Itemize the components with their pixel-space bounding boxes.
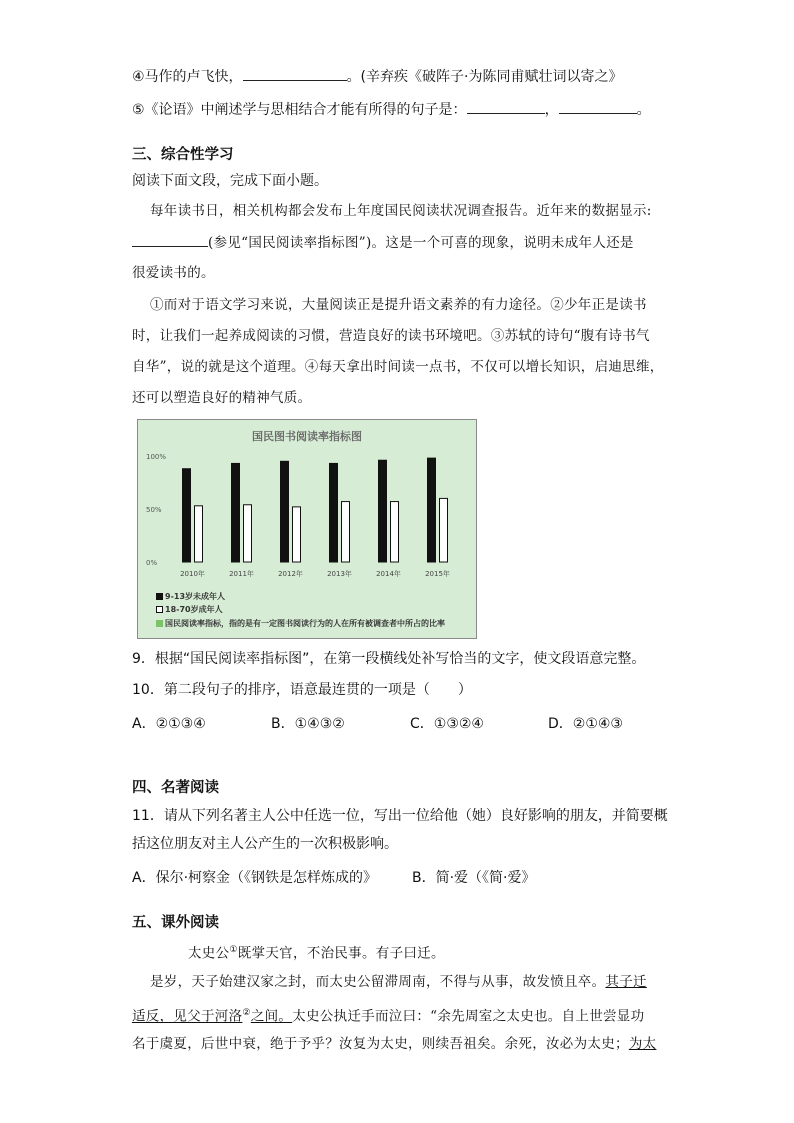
paragraph-1-line-3: 很爱读书的。: [132, 265, 215, 281]
legend-label: 9-13岁未成年人: [165, 592, 226, 601]
y-tick-label: 0%: [146, 559, 158, 567]
classical-text: 既掌天官，不治民事。有子曰迁。: [237, 945, 445, 962]
poem-item-5-prefix: ⑤《论语》中阐述学与思相结合才能有所得的句子是：: [132, 102, 467, 118]
legend-item-series-1: [156, 591, 225, 602]
x-tick-label: 2011年: [229, 570, 254, 578]
footnote-marker: ②: [242, 1008, 251, 1018]
answer-blank[interactable]: [467, 99, 545, 114]
poem-item-5-mid: ，: [544, 102, 559, 118]
legend-swatch-green: [156, 620, 163, 627]
answer-blank[interactable]: [559, 99, 637, 114]
poem-item-5-suffix: 。: [636, 102, 651, 118]
footnote-marker: ①: [229, 945, 238, 955]
q11-option-a[interactable]: A．保尔·柯察金（《钢铁是怎样炼成的》: [132, 870, 378, 886]
question-11-line-2: 括这位朋友对主人公产生的一次积极影响。: [132, 836, 398, 852]
q10-option-c[interactable]: C．①③②④: [410, 716, 484, 732]
x-tick-label: 2015年: [425, 570, 450, 578]
legend-note: [156, 618, 445, 629]
y-tick-label: 100%: [146, 453, 167, 461]
legend-swatch-black: [156, 593, 163, 600]
x-tick-label: 2010年: [180, 570, 205, 578]
q10-option-b[interactable]: B．①④③②: [271, 716, 345, 732]
question-9: 9．根据“国民阅读率指标图”，在第一段横线处补写恰当的文字，使文段语意完整。: [132, 651, 646, 667]
classical-line-2: [150, 972, 647, 992]
legend-swatch-white: [156, 606, 163, 613]
paragraph-2-line-1: ①而对于语文学习来说，大量阅读正是提升语文素养的有力途径。②少年正是读书: [150, 297, 647, 313]
underlined-sentence: 适反，见父于河洛: [132, 1008, 243, 1025]
bar-adult-0: [195, 506, 203, 562]
paragraph-2-line-3: 自华”，说的就是这个道理。④每天拿出时间读一点书，不仅可以增长知识，启迪思维，: [132, 359, 664, 375]
section-3-heading: 三、综合性学习: [132, 147, 234, 163]
legend-label: 18-70岁成年人: [165, 605, 223, 614]
q11-option-b[interactable]: B．简·爱（《简·爱》: [412, 870, 536, 886]
answer-blank[interactable]: [132, 232, 208, 247]
classical-line-4: [132, 1034, 656, 1054]
classical-text: 太史公: [188, 945, 230, 962]
question-10: 10．第二段句子的排序，语意最连贯的一项是（ ）: [132, 682, 472, 698]
section-3-intro: 阅读下面文段，完成下面小题。: [132, 173, 328, 189]
bar-minor-4: [379, 460, 387, 562]
bar-adult-2: [293, 507, 301, 562]
y-tick-label: 50%: [146, 506, 162, 514]
poem-item-5: [132, 99, 651, 120]
question-11-line-1: 11．请从下列名著主人公中任选一位，写出一位给他（她）良好影响的朋友，并简要概: [132, 808, 668, 824]
bar-adult-1: [244, 505, 252, 562]
chart-title: 国民图书阅读率指标图: [252, 430, 362, 443]
reading-rate-chart: [137, 419, 477, 639]
q10-option-a[interactable]: A．②①③④: [132, 716, 206, 732]
bar-adult-5: [440, 498, 448, 562]
underlined-sentence: 之间。: [250, 1008, 293, 1025]
classical-text: 是岁，天子始建汉家之封，而太史公留滞周南，不得与从事，故发愤且卒。: [150, 974, 606, 990]
bar-adult-4: [391, 502, 399, 562]
classical-line-1: [188, 940, 445, 964]
x-tick-label: 2014年: [376, 570, 401, 578]
bar-minor-5: [428, 458, 436, 562]
legend-note-text: 国民阅读率指标，指的是有一定图书阅读行为的人在所有被调查者中所占的比率: [165, 619, 445, 628]
classical-text: 名于虞夏，后世中衰，绝于予乎？汝复为太史，则续吾祖矣。余死，汝必为太史；: [132, 1036, 629, 1052]
section-4-heading: 四、名著阅读: [132, 780, 219, 796]
legend-item-series-2: [156, 604, 223, 615]
classical-text: 太史公执迁手而泣曰：“余先周室之太史也。自上世尝显功: [292, 1008, 645, 1025]
bar-minor-2: [281, 461, 289, 562]
paragraph-2-line-4: 还可以塑造良好的精神气质。: [132, 390, 312, 406]
paragraph-1-line-1: 每年读书日，相关机构都会发布上年度国民阅读状况调查报告。近年来的数据显示:: [150, 203, 652, 219]
bar-minor-0: [183, 469, 191, 562]
answer-blank[interactable]: [243, 66, 347, 81]
x-tick-label: 2012年: [278, 570, 303, 578]
underlined-sentence: 其子迁: [605, 974, 647, 990]
poem-item-4: [132, 66, 622, 87]
section-5-heading: 五、课外阅读: [132, 915, 219, 931]
poem-item-4-prefix: ④马作的卢飞快，: [132, 69, 243, 85]
poem-item-4-suffix: 。(辛弃疾《破阵子·为陈同甫赋壮词以寄之》: [346, 69, 623, 85]
q10-option-d[interactable]: D．②①④③: [548, 716, 623, 732]
bar-minor-3: [330, 463, 338, 562]
classical-line-3: [132, 1003, 644, 1027]
x-tick-label: 2013年: [327, 570, 352, 578]
paragraph-1-line-2: [132, 232, 634, 253]
paragraph-1-line-2-text: (参见“国民阅读率指标图”)。这是一个可喜的现象，说明未成年人还是: [208, 235, 634, 251]
bar-adult-3: [342, 502, 350, 562]
paragraph-2-line-2: 时，让我们一起养成阅读的习惯，营造良好的读书环境吧。③苏轼的诗句“腹有诗书气: [132, 328, 650, 344]
bar-minor-1: [232, 463, 240, 562]
underlined-sentence: 为太: [628, 1036, 657, 1052]
